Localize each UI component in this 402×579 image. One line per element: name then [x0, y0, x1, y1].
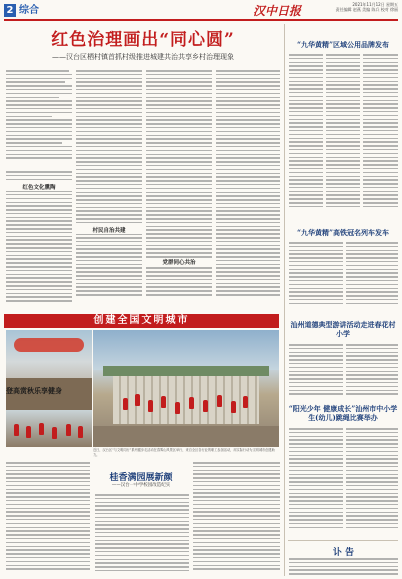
lead-column-2 — [76, 70, 142, 314]
feature-article-col-1 — [95, 494, 189, 576]
notice-divider — [288, 540, 398, 541]
article-4-title: “阳光少年 健康成长”汕州市中小学生(幼儿)跳绳比赛举办 — [288, 404, 398, 422]
feature-article-title: 桂香满园展新颜 — [109, 473, 173, 483]
lead-subsection-1: 红色文化熏陶 — [6, 183, 72, 191]
lead-headline: 红色治理画出“同心圆” — [51, 30, 235, 50]
feature-article-subtitle: ——汉台一中学校园改造纪实 — [111, 483, 171, 488]
lead-subsection-2: 村民自治共建 — [76, 226, 142, 234]
article-1-col-2 — [326, 54, 360, 222]
issue-date: 2021年11月12日 星期五 — [352, 2, 398, 7]
lead-column-3 — [146, 70, 212, 314]
bottom-left-article — [6, 462, 90, 576]
lead-subsection-3: 党群同心共治 — [146, 258, 212, 266]
notice-body — [289, 558, 398, 576]
page-number-badge: 2 — [4, 4, 16, 17]
date-line — [324, 2, 398, 12]
lead-subheadline: ——汉台区栖村镇首抓村级推进城建共治共享乡村治理现象 — [52, 53, 234, 61]
masthead-rule — [4, 19, 398, 21]
section-label: 综合 — [19, 5, 39, 16]
column-divider — [284, 24, 285, 576]
notice-title: 讣 告 — [332, 548, 355, 558]
photo-caption: 近日，汉台区“与文明同行”系列健步走活动在春雾山风景区举行，来自全区各行业的职工参加活动，用实际行动为文明城市创建助力。 — [93, 448, 275, 457]
article-2-col-2 — [346, 242, 398, 310]
article-4-col-2 — [346, 428, 398, 536]
photo-story-title: 登高赏秋乐享健身 — [6, 386, 62, 395]
article-1-title: “九华黄精”区域公用品牌发布 — [296, 40, 390, 49]
article-1-col-3 — [363, 54, 398, 222]
editor-line: 责任编辑 赵燕 美编 陈兵 校对 徐丽 — [335, 7, 398, 12]
article-2-title: “九华黄精”高铁冠名列车发车 — [296, 228, 390, 237]
article-3-col-1 — [289, 344, 343, 400]
lead-column-1 — [6, 70, 72, 314]
article-3-title: 汕州道德典型游讲活动走进春花村小学 — [290, 320, 396, 338]
hiking-event-photo — [93, 330, 279, 447]
poster-image — [6, 330, 92, 410]
runners-image — [6, 410, 92, 447]
lead-column-4 — [216, 70, 280, 314]
article-2-col-1 — [289, 242, 343, 310]
article-3-col-2 — [346, 344, 398, 400]
feature-article-col-2 — [193, 462, 280, 576]
newspaper-logo: 汉中日报 — [253, 4, 302, 18]
article-4-col-1 — [289, 428, 343, 536]
article-1-col-1 — [289, 54, 323, 222]
banner-title: 创建全国文明城市 — [93, 315, 190, 326]
